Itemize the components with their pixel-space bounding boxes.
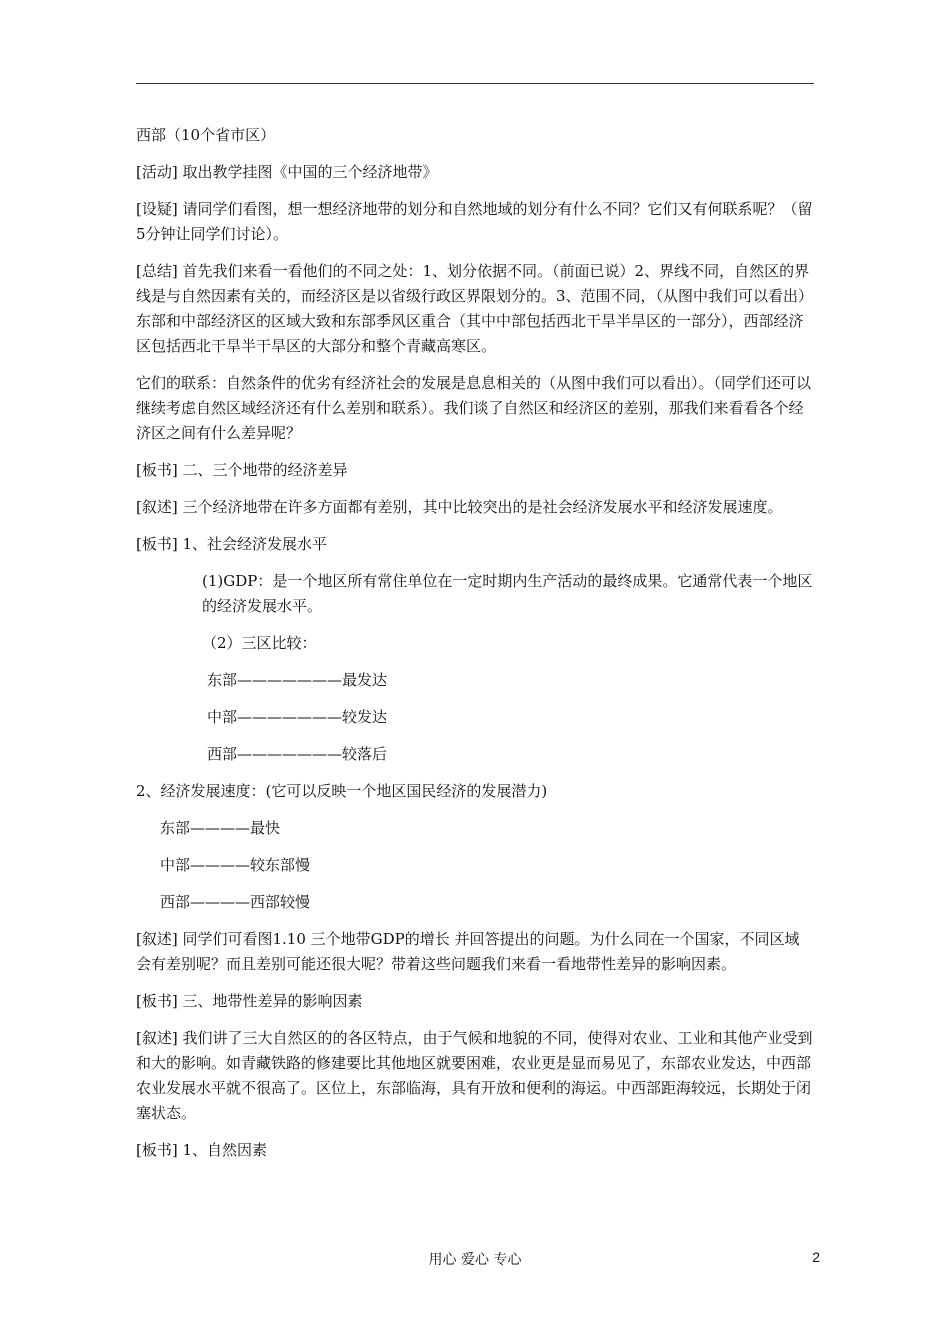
paragraph-question: [设疑] 请同学们看图，想一想经济地带的划分和自然地域的划分有什么不同？它们又有何联系呢？（留5分钟让同学们讨论）。 — [136, 200, 813, 243]
list-item-east-speed: 东部————最快 — [160, 819, 281, 837]
paragraph-connection: 它们的联系：自然条件的优劣有经济社会的发展是息息相关的（从图中我们可以看出）。（同学们还可以继续考虑自然区域经济还有什么差别和联系）。我们谈了自然区和经济区的差别，那我们来看看各个经济区之间有什么差异呢？ — [136, 374, 812, 442]
paragraph-board-2: [板书] 二、三个地带的经济差异 — [136, 461, 348, 479]
paragraph-board-3-1: [板书] 1、自然因素 — [136, 1141, 268, 1159]
page-number: 2 — [812, 1249, 820, 1265]
paragraph-board-2-1: [板书] 1、社会经济发展水平 — [136, 535, 328, 553]
document-body — [136, 123, 814, 1175]
list-item-east-level: 东部———————最发达 — [207, 671, 388, 689]
paragraph-narrative-1: [叙述] 三个经济地带在许多方面都有差别，其中比较突出的是社会经济发展水平和经济发展速度。 — [136, 498, 783, 516]
paragraph-narrative-2: [叙述] 同学们可看图1.10 三个地带GDP的增长 并回答提出的问题。为什么同在一个国家，不同区域会有差别呢？而且差别可能还很大呢？带着这些问题我们来看一看地带性差异的影响因素。 — [136, 930, 800, 973]
paragraph-gdp-definition: (1)GDP：是一个地区所有常住单位在一定时期内生产活动的最终成果。它通常代表一个地区的经济发展水平。 — [202, 572, 813, 615]
footer-motto: 用心 爱心 专心 — [428, 1252, 522, 1268]
paragraph-board-3: [板书] 三、地带性差异的影响因素 — [136, 992, 363, 1010]
paragraph-narrative-3: [叙述] 我们讲了三大自然区的的各区特点，由于气候和地貌的不同，使得对农业、工业和其他产业受到和大的影响。如青藏铁路的修建要比其他地区就要困难，农业更是显而易见了，东部农业发达，中西部农业发展水平就不很高了。区位上，东部临海，具有开放和便利的海运。中西部距海较远，长期处于闭塞状态。 — [136, 1029, 813, 1122]
paragraph-three-region-compare: （2）三区比较： — [202, 634, 317, 652]
header-rule — [136, 83, 814, 84]
paragraph-growth-speed: 2、经济发展速度：(它可以反映一个地区国民经济的发展潜力) — [136, 782, 548, 800]
list-item-west-level: 西部———————较落后 — [207, 745, 388, 763]
list-item-central-speed: 中部————较东部慢 — [160, 856, 311, 874]
paragraph-summary: [总结] 首先我们来看一看他们的不同之处：1、划分依据不同。（前面已说）2、界线不同，自然区的界线是与自然因素有关的，而经济区是以省级行政区界限划分的。3、范围不同，（从图中我们可以看出）东部和中部经济区的区域大致和东部季风区重合（其中中部包括西北干旱半旱区的一部分），西部经济区包括西北干旱半干旱区的大部分和整个青藏高寒区。 — [136, 262, 814, 355]
paragraph-activity: [活动] 取出教学挂图《中国的三个经济地带》 — [136, 163, 438, 181]
list-item-west-speed: 西部————西部较慢 — [160, 893, 311, 911]
list-item-central-level: 中部———————较发达 — [207, 708, 388, 726]
paragraph-west-region: 西部（10个省市区） — [136, 126, 276, 144]
